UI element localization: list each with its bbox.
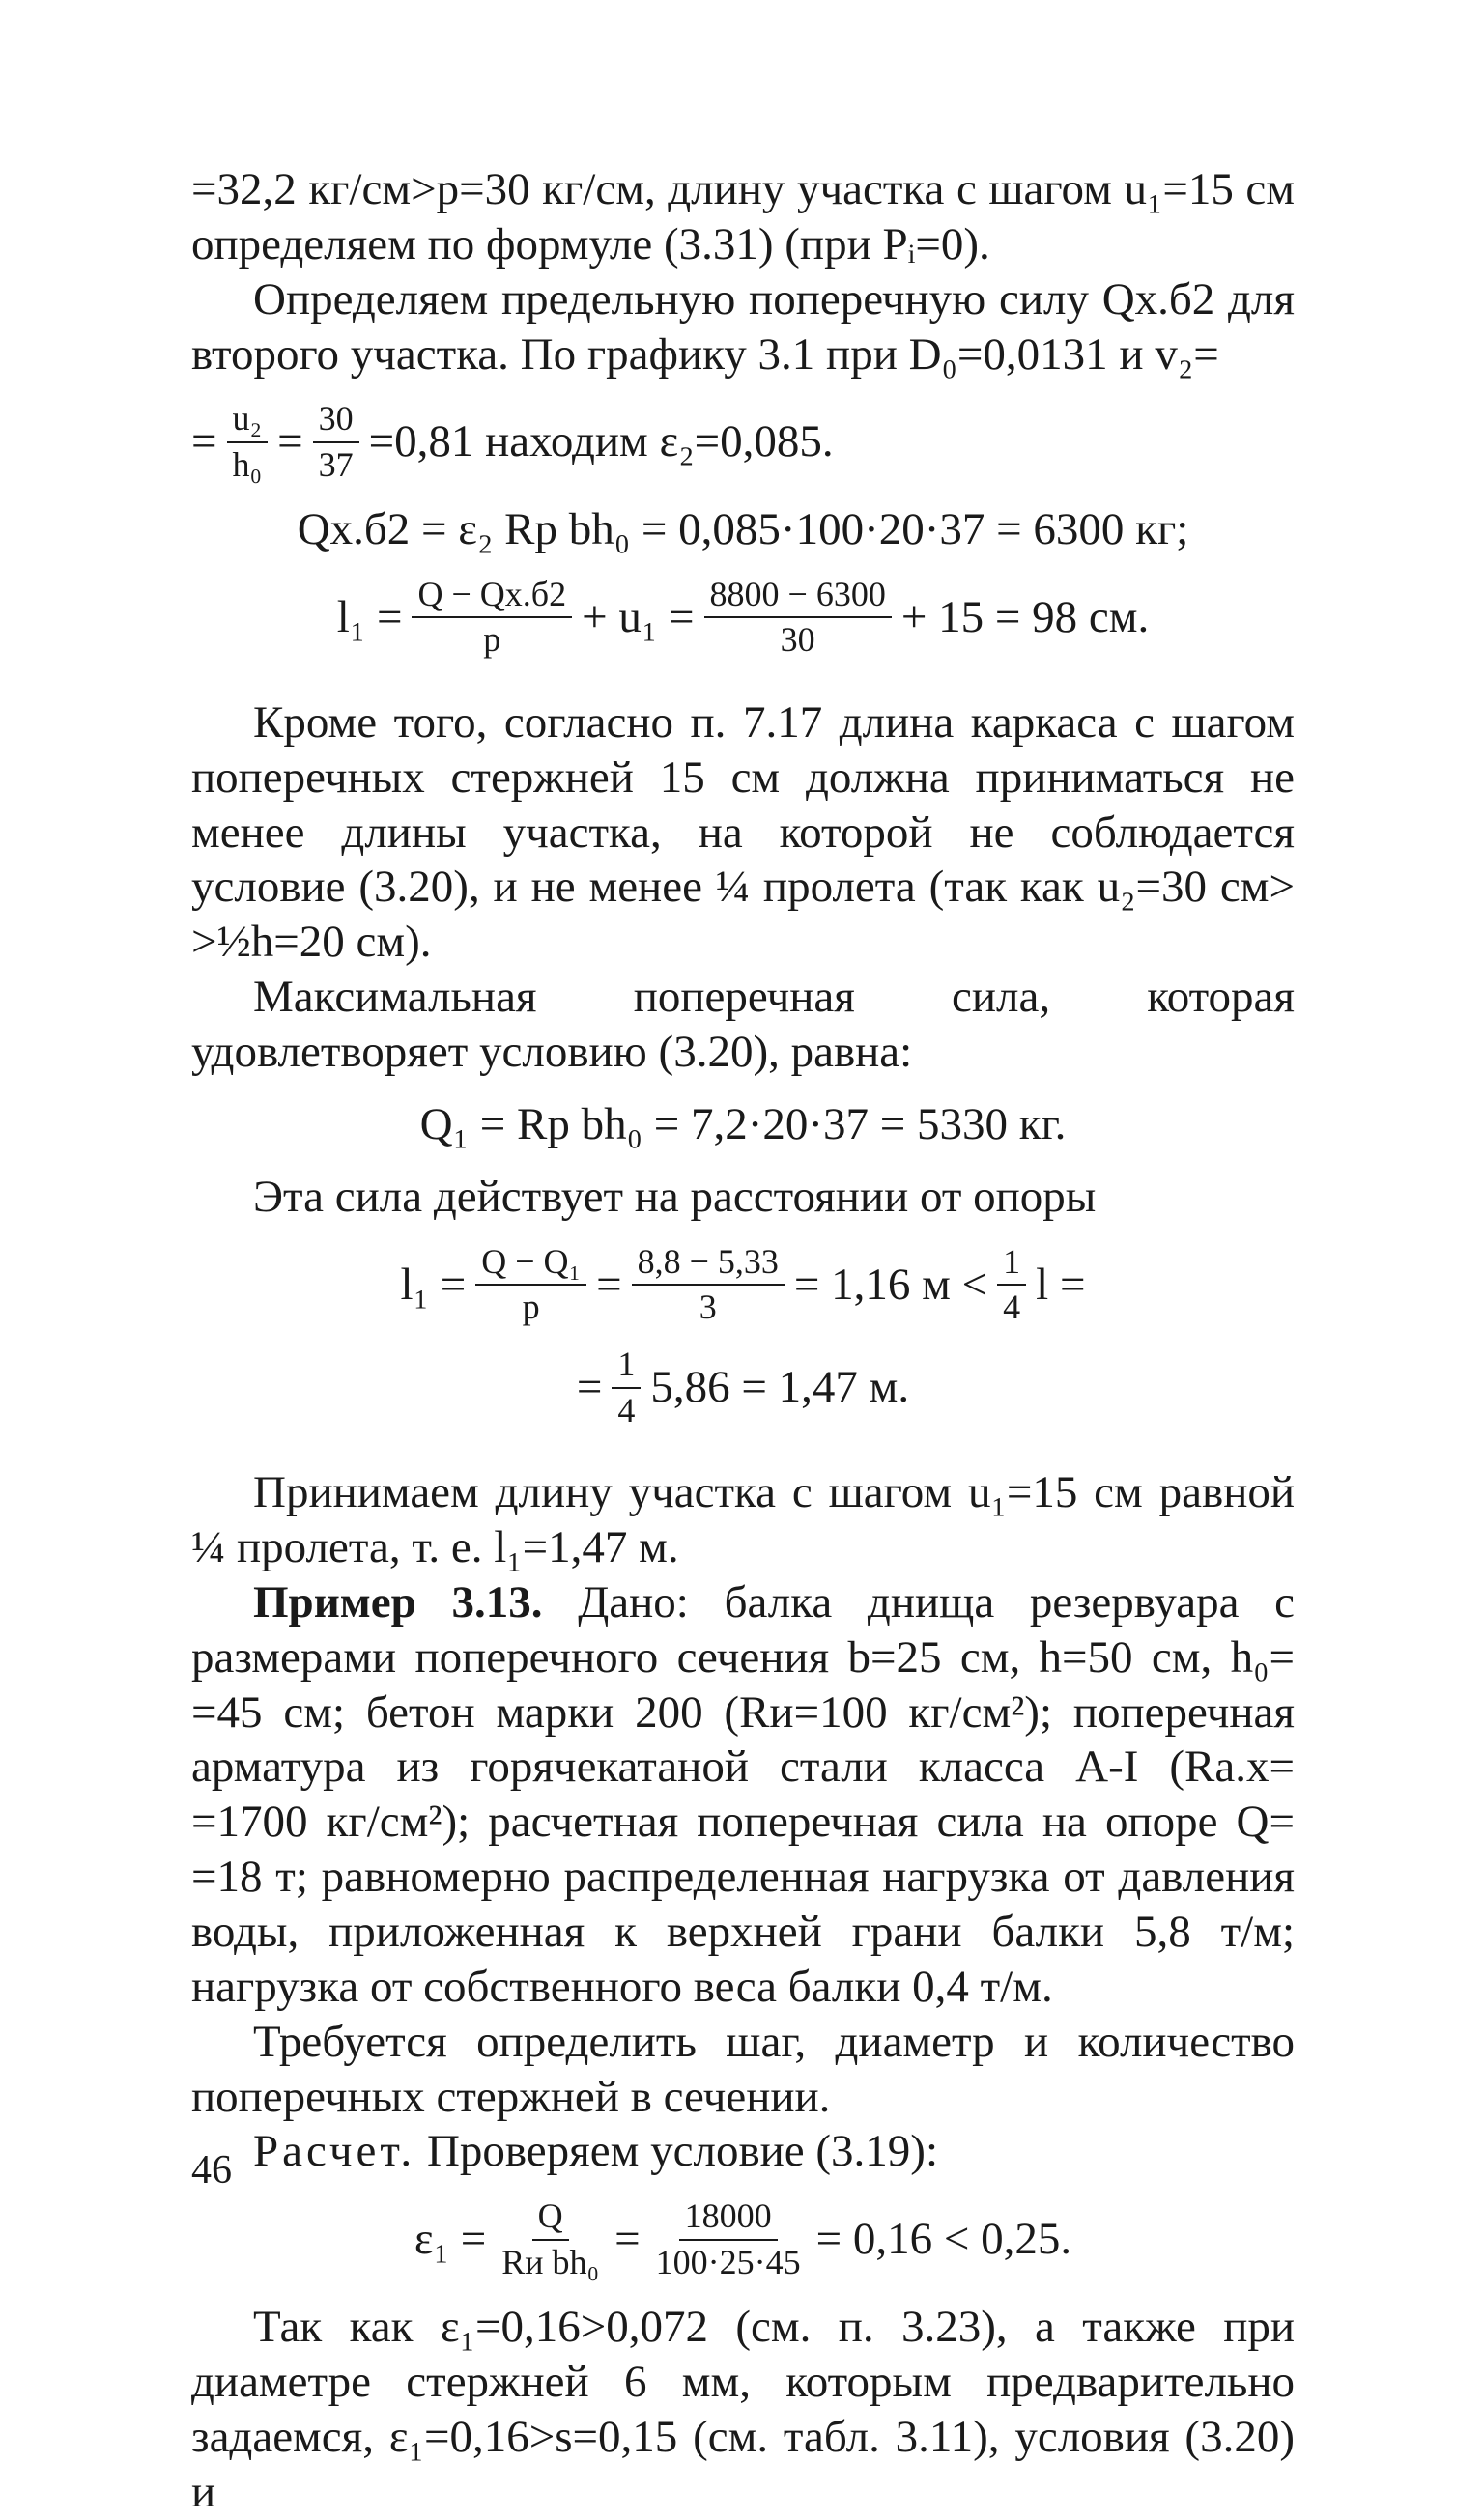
formula-l1-second: l₁ = $\frac{\text{Q − Q₁}}{p}$ = $\frac{8,8 - 5,33}{3}$ = 1,16 м < $\frac{1}{4}$ l = xyxy=(400,1241,1086,1326)
paragraph-7: Пример 3.13. Дано: балка днища резервуара с размерами поперечного сечения b=25 см, h=50 см, h₀= =45 см; бетон марки 200 (Rи=100 кг/см²); поперечная арматура из горячекатаной стали класса А-I (Rа.х= =1700 кг/см²); расчетная поперечная сила на опоре Q= =18 т; равномерно распределенная нагрузка от давления воды, приложенная к верхней грани балки 5,8 т/м; нагрузка от собственного веса балки 0,4 т/м. xyxy=(191,1576,1296,2012)
formula-eps1: ε₁ = $\frac{Q}{\text{Rи bh₀}}$ = $\frac{18000}{100\cdot 25\cdot 45}$ = 0,16 < 0,25. xyxy=(414,2196,1072,2281)
example-heading: Пример 3.13. xyxy=(253,1576,543,1628)
formula-l1-first: l₁ = $\frac{Q - Qх.б2}{p}$ + u₁ = $\frac{8800 - 6300}{30}$ + 15 = 98 см. xyxy=(336,575,1150,660)
paragraph-4: Максимальная поперечная сила, которая удовлетворяет условию (3.20), равна: xyxy=(191,972,1295,1078)
fraction: $\frac{8,8 - 5,33}{3}$ xyxy=(632,1242,785,1328)
paragraph-5: Эта сила действует на расстоянии от опоры xyxy=(253,1171,1097,1222)
paragraph-3: Кроме того, согласно п. 7.17 длина каркаса с шагом поперечных стержней 15 см должна приниматься не менее длины участка, на которой не соблюдается условие (3.20), и не менее ¼ пролета (так как u₂=30 см> >½h=20 см). xyxy=(191,696,1295,968)
fraction: $\frac{8800 - 6300}{30}$ xyxy=(704,575,892,661)
fraction: $\frac{Q - Qх.б2}{p}$ xyxy=(412,575,572,661)
fraction: $\frac{18000}{100\cdot 25\cdot 45}$ xyxy=(655,2196,801,2281)
page-number: 46 xyxy=(191,2148,232,2193)
paragraph-9: Расчет. Проверяем условие (3.19): xyxy=(253,2126,939,2177)
formula-qxb2: Qх.б2 = ε₂ Rр bh₀ = 0,085·100·20·37 = 6300 кг; xyxy=(297,504,1189,555)
paragraph-2: Определяем предельную поперечную силу Qх.б2 для второго участка. По графику 3.1 при D₀=0,0131 и v₂= xyxy=(191,273,1295,380)
fraction: $\frac{1}{4}$ xyxy=(997,1242,1026,1328)
paragraph-10: Так как ε₁=0,16>0,072 (см. п. 3.23), а также при диаметре стержней 6 мм, которым предварительно задаемся, ε₁=0,16>s=0,15 (см. табл. 3.11), условия (3.20) и xyxy=(191,2302,1295,2517)
fraction: $\frac{\text{u₂}}{\text{h₀}}$ xyxy=(227,399,269,485)
fraction: $\frac{\text{Q − Q₁}}{p}$ xyxy=(475,1242,586,1328)
page-body xyxy=(191,162,1295,2520)
fraction: $\frac{1}{4}$ xyxy=(612,1345,641,1430)
paragraph-6: Принимаем длину участка с шагом u₁=15 см равной ¼ пролета, т. е. l₁=1,47 м. xyxy=(191,1467,1295,1573)
fraction: $\frac{30}{37}$ xyxy=(313,399,359,485)
formula-q1: Q₁ = Rр bh₀ = 7,2·20·37 = 5330 кг. xyxy=(419,1098,1067,1149)
paragraph-8: Требуется определить шаг, диаметр и количество поперечных стержней в сечении. xyxy=(191,2016,1295,2122)
calc-heading: Расчет. xyxy=(253,2126,416,2177)
formula-l1-result: = $\frac{1}{4}$ 5,86 = 1,47 м. xyxy=(576,1345,910,1430)
fraction: $\frac{Q}{\text{Rи bh₀}}$ xyxy=(501,2196,600,2281)
paragraph-1: =32,2 кг/см>p=30 кг/см, длину участка с шагом u₁=15 см определяем по формуле (3.31) (при Pᵢ=0). xyxy=(191,164,1295,269)
formula-v2: = $\frac{\text{u₂}}{\text{h₀}}$ = $\frac{30}{37}$ =0,81 находим ε₂=0,085. xyxy=(191,399,834,484)
